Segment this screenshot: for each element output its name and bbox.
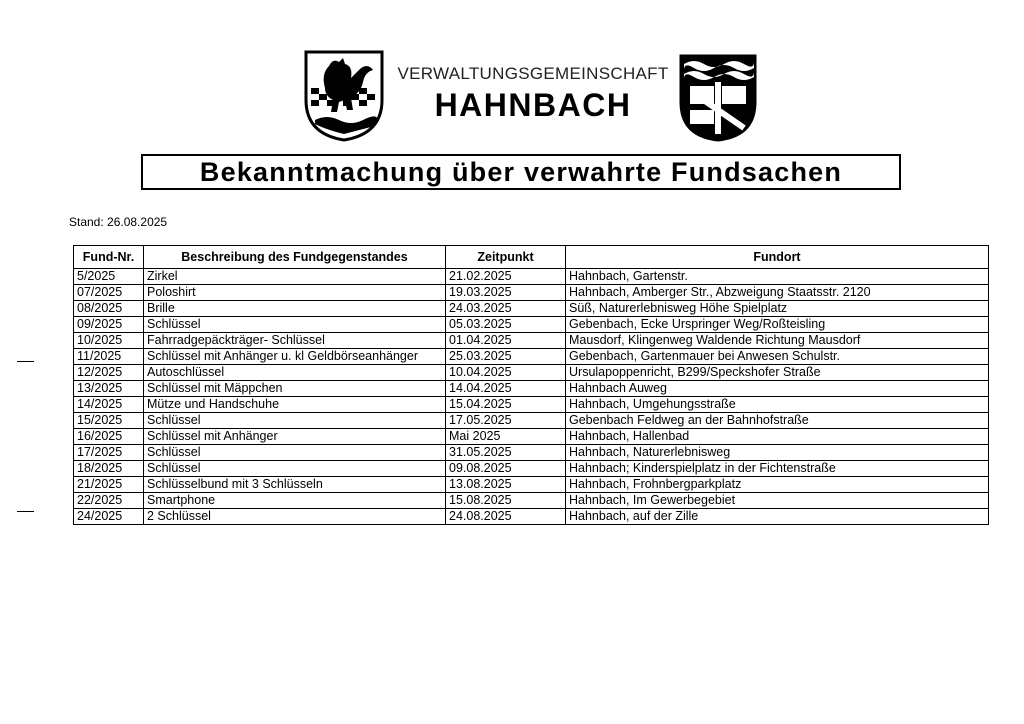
table-row <box>74 493 989 509</box>
table-row <box>74 349 989 365</box>
cell-beschreibung: Schlüssel <box>144 317 446 333</box>
page-title: Bekanntmachung über verwahrte Fundsachen <box>199 156 843 187</box>
cell-zeitpunkt: 14.04.2025 <box>446 381 566 397</box>
table-row <box>74 461 989 477</box>
margin-mark <box>17 511 34 512</box>
cell-fund-nr: 07/2025 <box>74 285 144 301</box>
cell-beschreibung: 2 Schlüssel <box>144 509 446 525</box>
cell-zeitpunkt: 09.08.2025 <box>446 461 566 477</box>
table-row <box>74 477 989 493</box>
cell-zeitpunkt: 24.03.2025 <box>446 301 566 317</box>
table-row <box>74 269 989 285</box>
cell-beschreibung: Fahrradgepäckträger- Schlüssel <box>144 333 446 349</box>
table-row <box>74 381 989 397</box>
cell-fundort: Hahnbach, Im Gewerbegebiet <box>566 493 989 509</box>
cell-beschreibung: Schlüssel <box>144 445 446 461</box>
table-row <box>74 317 989 333</box>
org-name <box>392 64 674 124</box>
cell-fund-nr: 12/2025 <box>74 365 144 381</box>
cell-beschreibung: Schlüssel <box>144 413 446 429</box>
cell-fund-nr: 11/2025 <box>74 349 144 365</box>
cell-beschreibung: Brille <box>144 301 446 317</box>
cell-beschreibung: Schlüssel mit Mäppchen <box>144 381 446 397</box>
table-row <box>74 429 989 445</box>
cell-zeitpunkt: 13.08.2025 <box>446 477 566 493</box>
cell-fundort: Hahnbach, Amberger Str., Abzweigung Staatsstr. 2120 <box>566 285 989 301</box>
cell-fundort: Hahnbach, Hallenbad <box>566 429 989 445</box>
cell-fund-nr: 24/2025 <box>74 509 144 525</box>
fund-table <box>73 245 989 525</box>
cell-zeitpunkt: 01.04.2025 <box>446 333 566 349</box>
table-row <box>74 509 989 525</box>
cell-fundort: Hahnbach, auf der Zille <box>566 509 989 525</box>
cell-zeitpunkt: 10.04.2025 <box>446 365 566 381</box>
org-name-line1: VERWALTUNGSGEMEINSCHAFT <box>397 64 669 83</box>
cell-fundort: Hahnbach, Frohnbergparkplatz <box>566 477 989 493</box>
table-row <box>74 365 989 381</box>
header-fund-nr: Fund-Nr. <box>74 246 144 269</box>
cell-zeitpunkt: 25.03.2025 <box>446 349 566 365</box>
cell-fundort: Gebenbach, Ecke Urspringer Weg/Roßteisling <box>566 317 989 333</box>
table-row <box>74 445 989 461</box>
cell-fundort: Hahnbach; Kinderspielplatz in der Fichtenstraße <box>566 461 989 477</box>
header-beschreibung: Beschreibung des Fundgegenstandes <box>144 246 446 269</box>
cell-beschreibung: Smartphone <box>144 493 446 509</box>
cell-fund-nr: 22/2025 <box>74 493 144 509</box>
cell-fund-nr: 21/2025 <box>74 477 144 493</box>
table-header-row <box>74 246 989 269</box>
cell-zeitpunkt: 31.05.2025 <box>446 445 566 461</box>
cell-zeitpunkt: 24.08.2025 <box>446 509 566 525</box>
cell-beschreibung: Mütze und Handschuhe <box>144 397 446 413</box>
cell-fundort: Hahnbach Auweg <box>566 381 989 397</box>
cell-zeitpunkt: 19.03.2025 <box>446 285 566 301</box>
cell-zeitpunkt: 17.05.2025 <box>446 413 566 429</box>
cell-fund-nr: 18/2025 <box>74 461 144 477</box>
header-zeitpunkt: Zeitpunkt <box>446 246 566 269</box>
cell-fund-nr: 14/2025 <box>74 397 144 413</box>
cell-beschreibung: Schlüssel <box>144 461 446 477</box>
cell-fund-nr: 17/2025 <box>74 445 144 461</box>
cell-fundort: Hahnbach, Naturerlebnisweg <box>566 445 989 461</box>
cell-zeitpunkt: 15.08.2025 <box>446 493 566 509</box>
cell-fund-nr: 10/2025 <box>74 333 144 349</box>
cell-zeitpunkt: Mai 2025 <box>446 429 566 445</box>
cell-fundort: Mausdorf, Klingenweg Waldende Richtung Mausdorf <box>566 333 989 349</box>
cell-fundort: Süß, Naturerlebnisweg Höhe Spielplatz <box>566 301 989 317</box>
cell-fund-nr: 08/2025 <box>74 301 144 317</box>
table-row <box>74 301 989 317</box>
cell-zeitpunkt: 05.03.2025 <box>446 317 566 333</box>
cell-zeitpunkt: 21.02.2025 <box>446 269 566 285</box>
org-name-line2: HAHNBACH <box>434 87 632 123</box>
cell-beschreibung: Zirkel <box>144 269 446 285</box>
cell-fundort: Hahnbach, Umgehungsstraße <box>566 397 989 413</box>
cell-fund-nr: 5/2025 <box>74 269 144 285</box>
table-row <box>74 285 989 301</box>
cell-fundort: Ursulapoppenricht, B299/Speckshofer Straße <box>566 365 989 381</box>
cell-fundort: Hahnbach, Gartenstr. <box>566 269 989 285</box>
table-row <box>74 413 989 429</box>
cell-beschreibung: Schlüssel mit Anhänger <box>144 429 446 445</box>
cell-fund-nr: 15/2025 <box>74 413 144 429</box>
table-row <box>74 397 989 413</box>
cell-fundort: Gebenbach, Gartenmauer bei Anwesen Schulstr. <box>566 349 989 365</box>
cell-beschreibung: Autoschlüssel <box>144 365 446 381</box>
cell-fund-nr: 16/2025 <box>74 429 144 445</box>
cell-zeitpunkt: 15.04.2025 <box>446 397 566 413</box>
rooster-crest-icon <box>303 48 385 142</box>
cell-beschreibung: Schlüssel mit Anhänger u. kl Geldbörseanhänger <box>144 349 446 365</box>
title-box <box>141 154 901 190</box>
cell-beschreibung: Schlüsselbund mit 3 Schlüsseln <box>144 477 446 493</box>
wave-cross-crest-icon <box>678 52 758 142</box>
stand-date: Stand: 26.08.2025 <box>69 215 168 229</box>
margin-mark <box>17 361 34 362</box>
table-row <box>74 333 989 349</box>
header-fundort: Fundort <box>566 246 989 269</box>
cell-fund-nr: 13/2025 <box>74 381 144 397</box>
cell-fund-nr: 09/2025 <box>74 317 144 333</box>
cell-beschreibung: Poloshirt <box>144 285 446 301</box>
cell-fundort: Gebenbach Feldweg an der Bahnhofstraße <box>566 413 989 429</box>
